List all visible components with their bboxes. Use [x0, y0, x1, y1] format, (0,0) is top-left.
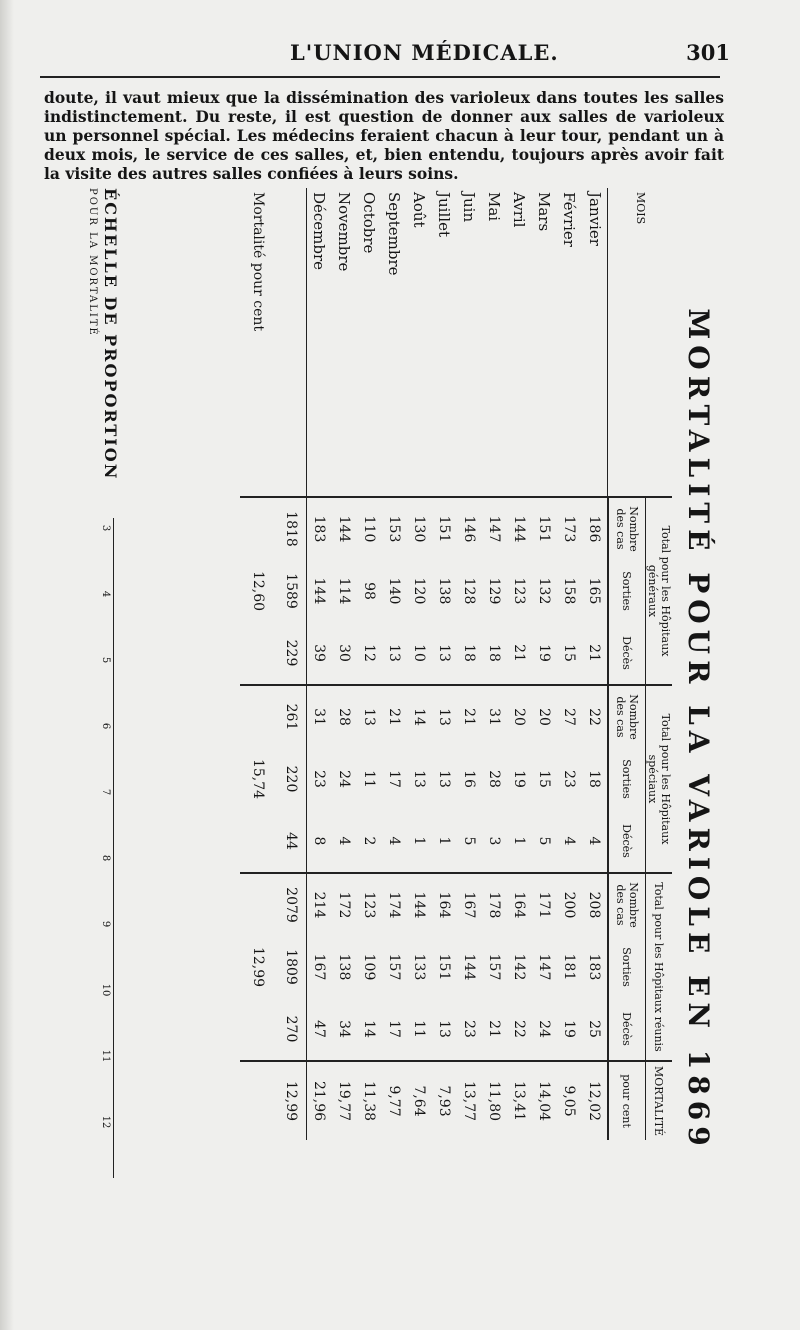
table-cell: 13 — [432, 685, 457, 748]
table-cell: 23 — [461, 1020, 478, 1038]
table-cell: 34 — [336, 1020, 353, 1038]
month-label: Avril — [510, 192, 529, 228]
table-cell: 30 — [336, 644, 353, 662]
mortalite-label: Mortalité pour cent — [250, 192, 266, 332]
totals-row — [276, 188, 307, 1140]
table-cell: 153 — [382, 497, 407, 560]
table-cell: 25 — [586, 1020, 603, 1038]
table-row — [382, 188, 407, 1140]
table-cell: 31 — [482, 685, 507, 748]
table-cell: 181 — [561, 953, 578, 981]
scale-tick: 5 — [100, 656, 111, 664]
table-cell: 28 — [486, 770, 503, 788]
table-row — [307, 188, 333, 1140]
scale-tick: 3 — [100, 524, 111, 532]
table-cell: 128 — [461, 577, 478, 605]
table-cell: 123 — [357, 873, 382, 936]
table-cell: 171 — [532, 873, 557, 936]
table-cell: 4 — [336, 836, 353, 846]
scale-tick: 8 — [100, 854, 111, 862]
table-cell: 4 — [386, 836, 403, 846]
table-cell: 17 — [386, 1020, 403, 1038]
table-cell: 19 — [511, 770, 528, 788]
table-body — [307, 188, 609, 1140]
table-row — [407, 188, 432, 1140]
table-row — [582, 188, 608, 1140]
scale-tick: 6 — [100, 722, 111, 730]
table-cell: 13 — [386, 644, 403, 662]
table-cell: 8 — [311, 836, 328, 846]
month-label: Juillet — [435, 192, 454, 237]
month-label: Décembre — [310, 192, 329, 271]
table-cell: 178 — [482, 873, 507, 936]
page-header — [40, 36, 730, 76]
proportion-scale — [70, 188, 120, 1188]
table-cell: 167 — [311, 953, 328, 981]
mortalite-speciaux: 15,74 — [240, 685, 276, 873]
month-label: Janvier — [585, 192, 604, 246]
sub-header: Sorties — [608, 936, 646, 998]
total-cell: 261 — [276, 685, 307, 748]
table-cell: 144 — [332, 497, 357, 560]
table-cell: 10 — [411, 644, 428, 662]
table-cell: 151 — [532, 497, 557, 560]
journal-title: L'UNION MÉDICALE. — [290, 40, 559, 65]
table-cell: 39 — [311, 644, 328, 662]
total-cell: 1818 — [276, 497, 307, 560]
group-header-generaux: Total pour les Hôpitaux généraux — [646, 497, 673, 685]
scale-title: ÉCHELLE DE PROPORTION — [101, 188, 120, 481]
table-cell: 23 — [311, 770, 328, 788]
total-cell: 12,99 — [276, 1061, 307, 1140]
table-cell: 13 — [436, 770, 453, 788]
total-cell: 44 — [276, 810, 307, 873]
table-cell: 157 — [386, 953, 403, 981]
table-cell: 18 — [586, 770, 603, 788]
table-cell: 164 — [507, 873, 532, 936]
group-header-reunis: Total pour les Hôpitaux réunis — [646, 873, 673, 1061]
table-cell: 183 — [307, 497, 333, 560]
table-row — [532, 188, 557, 1140]
table-cell: 3 — [486, 836, 503, 846]
total-cell: 1589 — [276, 560, 307, 622]
table-cell: 31 — [307, 685, 333, 748]
table-cell: 9,05 — [557, 1061, 582, 1140]
table-cell: 151 — [432, 497, 457, 560]
table-cell: 47 — [311, 1020, 328, 1038]
mortalite-reunis: 12,99 — [240, 873, 276, 1061]
table-cell: 1 — [511, 836, 528, 846]
total-cell: 270 — [276, 998, 307, 1061]
table-cell: 21 — [511, 644, 528, 662]
scale-tick: 7 — [100, 788, 111, 796]
table-row — [332, 188, 357, 1140]
month-label: Août — [410, 192, 429, 228]
scale-tick: 12 — [100, 1115, 111, 1129]
table-cell: 7,64 — [407, 1061, 432, 1140]
table-cell: 172 — [332, 873, 357, 936]
table-cell: 14 — [361, 1020, 378, 1038]
col-header-mois: MOIS — [608, 188, 672, 497]
table-cell: 200 — [557, 873, 582, 936]
scale-tick: 11 — [100, 1049, 111, 1063]
table-cell: 11,80 — [482, 1061, 507, 1140]
sub-header: Sorties — [608, 560, 646, 622]
table-cell: 20 — [532, 685, 557, 748]
table-cell: 98 — [361, 582, 378, 600]
table-cell: 109 — [361, 953, 378, 981]
table-cell: 164 — [432, 873, 457, 936]
table-cell: 114 — [336, 577, 353, 605]
scale-tick: 10 — [100, 983, 111, 997]
table-cell: 167 — [457, 873, 482, 936]
mortality-table — [240, 188, 672, 1140]
page-number: 301 — [686, 40, 730, 65]
table-cell: 129 — [486, 577, 503, 605]
table-cell: 13 — [357, 685, 382, 748]
table-cell: 18 — [486, 644, 503, 662]
table-cell: 1 — [436, 836, 453, 846]
table-cell: 22 — [511, 1020, 528, 1038]
rotated-table — [60, 170, 720, 1290]
table-cell: 144 — [407, 873, 432, 936]
table-cell: 144 — [311, 577, 328, 605]
table-cell: 183 — [586, 953, 603, 981]
table-cell: 133 — [411, 953, 428, 981]
table-cell: 21 — [382, 685, 407, 748]
table-cell: 123 — [511, 577, 528, 605]
total-cell: 220 — [276, 748, 307, 810]
table-cell: 7,93 — [432, 1061, 457, 1140]
table-cell: 18 — [461, 644, 478, 662]
scale-axis — [83, 518, 114, 1178]
month-label: Février — [560, 192, 579, 247]
group-header-mortalite: MORTALITÉ — [646, 1061, 673, 1140]
table-cell: 12,02 — [582, 1061, 608, 1140]
table-row — [357, 188, 382, 1140]
table-cell: 13,41 — [507, 1061, 532, 1140]
table-row — [507, 188, 532, 1140]
table-cell: 11 — [361, 770, 378, 788]
table-cell: 140 — [386, 577, 403, 605]
table-cell: 120 — [411, 577, 428, 605]
sub-header: Décès — [608, 998, 646, 1061]
table-cell: 147 — [482, 497, 507, 560]
table-cell: 15 — [536, 770, 553, 788]
table-cell: 138 — [336, 953, 353, 981]
table-cell: 144 — [507, 497, 532, 560]
month-label: Juin — [460, 192, 479, 223]
mortalite-row — [240, 188, 276, 1140]
table-cell: 13 — [411, 770, 428, 788]
table-cell: 144 — [461, 953, 478, 981]
table-cell: 142 — [511, 953, 528, 981]
sub-header: Nombre des cas — [608, 685, 646, 748]
table-cell: 15 — [561, 644, 578, 662]
table-cell: 2 — [361, 836, 378, 846]
table-cell: 20 — [507, 685, 532, 748]
table-cell: 186 — [582, 497, 608, 560]
month-label: Mai — [485, 192, 504, 222]
table-cell: 146 — [457, 497, 482, 560]
table-cell: 19,77 — [332, 1061, 357, 1140]
total-cell: 1809 — [276, 936, 307, 998]
table-cell: 24 — [536, 1020, 553, 1038]
table-cell: 13 — [436, 644, 453, 662]
scale-tick: 4 — [100, 590, 111, 598]
table-cell: 21 — [586, 644, 603, 662]
table-cell: 173 — [557, 497, 582, 560]
header-rule — [40, 76, 720, 78]
table-cell: 21 — [486, 1020, 503, 1038]
table-cell: 19 — [561, 1020, 578, 1038]
table-cell: 16 — [461, 770, 478, 788]
table-cell: 28 — [332, 685, 357, 748]
table-row — [482, 188, 507, 1140]
table-cell: 27 — [557, 685, 582, 748]
table-cell: 23 — [561, 770, 578, 788]
table-cell: 13,77 — [457, 1061, 482, 1140]
total-cell: 2079 — [276, 873, 307, 936]
sub-header: Nombre des cas — [608, 873, 646, 936]
mortalite-generaux: 12,60 — [240, 497, 276, 685]
sub-header: Décès — [608, 622, 646, 685]
table-cell: 1 — [411, 836, 428, 846]
month-label: Septembre — [385, 192, 404, 276]
table-cell: 110 — [357, 497, 382, 560]
table-cell: 165 — [586, 577, 603, 605]
table-cell: 12 — [361, 644, 378, 662]
table-cell: 4 — [586, 836, 603, 846]
month-label: Mars — [535, 192, 554, 232]
table-cell: 157 — [486, 953, 503, 981]
table-cell: 151 — [436, 953, 453, 981]
page-edge-shadow — [0, 0, 14, 1330]
month-label: Octobre — [360, 192, 379, 254]
month-label: Novembre — [335, 192, 354, 272]
table-cell: 5 — [461, 836, 478, 846]
table-cell: 174 — [382, 873, 407, 936]
table-cell: 208 — [582, 873, 608, 936]
sub-header: Sorties — [608, 748, 646, 810]
sub-header: Décès — [608, 810, 646, 873]
table-cell: 14,04 — [532, 1061, 557, 1140]
table-row — [432, 188, 457, 1140]
table-cell: 138 — [436, 577, 453, 605]
table-cell: 13 — [436, 1020, 453, 1038]
table-cell: 214 — [307, 873, 333, 936]
table-frame — [60, 170, 720, 1290]
table-cell: 4 — [561, 836, 578, 846]
table-cell: 11,38 — [357, 1061, 382, 1140]
table-cell: 17 — [386, 770, 403, 788]
table-cell: 158 — [561, 577, 578, 605]
table-cell: 132 — [536, 577, 553, 605]
table-cell: 19 — [536, 644, 553, 662]
table-cell: 5 — [536, 836, 553, 846]
table-cell: 14 — [407, 685, 432, 748]
intro-paragraph: doute, il vaut mieux que la dissémination des varioleux dans toutes les salles indistinctement. Du reste, il est question de donner aux salles de varioleux un personnel spécial. Les médecins feraient chacun à leur tour, pendant un à deux mois, le service de ces salles, et, bien entendu, toujours après avoir fait la visite des autres salles confiées à leurs soins. — [44, 88, 724, 183]
table-cell: 21,96 — [307, 1061, 333, 1140]
table-cell: 22 — [582, 685, 608, 748]
table-cell: 9,77 — [382, 1061, 407, 1140]
scale-subtitle: POUR LA MORTALITÉ — [87, 188, 98, 337]
table-title: MORTALITÉ POUR LA VARIOLE EN 1869 — [682, 308, 715, 1152]
scale-tick: 9 — [100, 920, 111, 928]
table-cell: 130 — [407, 497, 432, 560]
table-cell: 21 — [457, 685, 482, 748]
table-cell: 147 — [536, 953, 553, 981]
total-cell: 229 — [276, 622, 307, 685]
table-cell: 11 — [411, 1020, 428, 1038]
group-header-speciaux: Total pour les Hôpitaux spéciaux — [646, 685, 673, 873]
sub-header: Nombre des cas — [608, 497, 646, 560]
sub-header: pour cent — [608, 1061, 646, 1140]
table-row — [557, 188, 582, 1140]
table-row — [457, 188, 482, 1140]
table-cell: 24 — [336, 770, 353, 788]
